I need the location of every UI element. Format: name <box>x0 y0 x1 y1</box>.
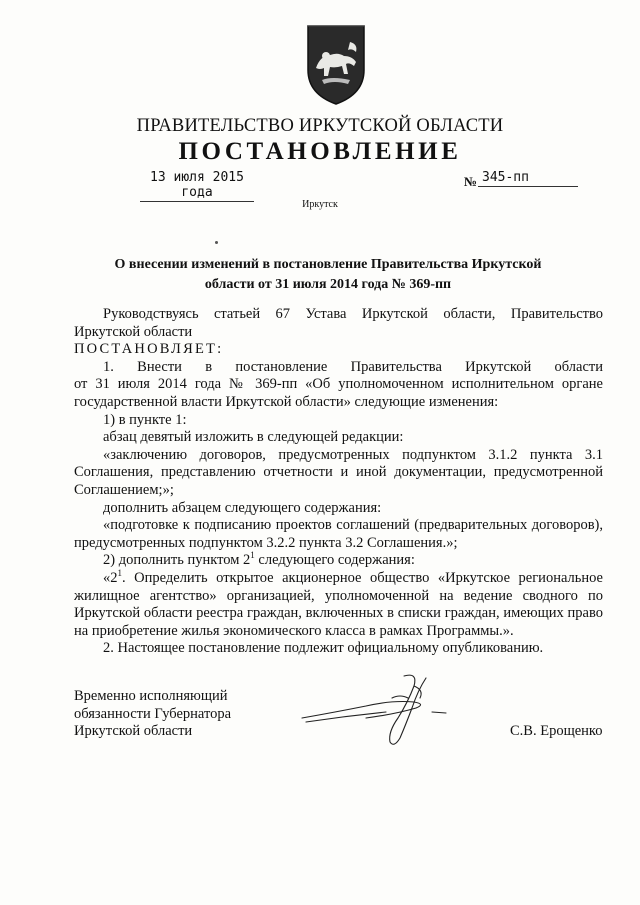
scan-dot <box>215 241 218 244</box>
paragraph-abzac: абзац девятый изложить в следующей редакции: <box>103 429 404 446</box>
quote-2: «подготовке к подписанию проектов соглашений (предварительных договоров), предусмотренных подпунктом 3.2.2 пункта 3.2 Соглашения.»; <box>74 517 603 551</box>
document-number: 345-пп <box>478 170 578 187</box>
paragraph-1-rest: от 31 июля 2014 года № 369-пп «Об уполномоченном исполнительном органе государственной власти Иркутской области» следующие изменения: <box>74 376 603 410</box>
number-label: № <box>464 174 478 189</box>
subject-line: области от 31 июля 2014 года № 369-пп <box>204 277 452 292</box>
quote-3-superscript: 1 <box>117 568 122 579</box>
quote-1: «заключению договоров, предусмотренных подпунктом 3.1.2 пункта 3.1 Соглашения, представлению отчетности и иной документации, предусмотренной Соглашением;»; <box>74 446 603 498</box>
point-2-superscript: 1 <box>250 550 255 561</box>
document-date: 13 июля 2015 года <box>140 170 254 202</box>
intro-line: Руководствуясь статьей 67 Устава Иркутской области, Правительство <box>103 306 603 322</box>
signatory-name: С.В. Ерощенко <box>510 723 603 739</box>
paragraph-1-first-line: 1. Внести в постановление Правительства Иркутской области <box>103 358 603 375</box>
point-2-text-end: следующего содержания: <box>254 552 415 569</box>
quote-3-start: «2 <box>103 569 118 586</box>
point-2-text: 2) дополнить пунктом 2 <box>103 552 251 569</box>
position-line: Иркутской области <box>74 723 193 740</box>
document-type-title: ПОСТАНОВЛЕНИЕ <box>178 138 462 165</box>
paragraph-add: дополнить абзацем следующего содержания: <box>103 499 382 516</box>
handwritten-signature <box>296 668 458 750</box>
signatory-position <box>74 688 231 741</box>
quote-3 <box>74 570 603 640</box>
point-1: 1) в пункте 1: <box>103 411 187 428</box>
position-line: обязанности Губернатора <box>74 705 232 722</box>
position-line: Временно исполняющий <box>74 688 228 704</box>
document-body <box>74 306 603 658</box>
subject-line: О внесении изменений в постановление Правительства Иркутской <box>114 257 542 272</box>
document-city: Иркутск <box>302 199 338 210</box>
decree-word: ПОСТАНОВЛЯЕТ: <box>74 341 224 358</box>
document-subject <box>110 255 546 295</box>
intro-line: Иркутской области <box>74 323 193 340</box>
paragraph-2: 2. Настоящее постановление подлежит официальному опубликованию. <box>103 640 544 657</box>
government-name: ПРАВИТЕЛЬСТВО ИРКУТСКОЙ ОБЛАСТИ <box>136 116 504 136</box>
coat-of-arms-icon <box>302 22 370 106</box>
point-2 <box>74 552 603 570</box>
quote-3-text: . Определить открытое акционерное общество «Иркутское региональное жилищное агентство» организацией, уполномоченной на ведение сводного по Иркутской области реестра граждан, включенных в списки граждан, имеющих право на приобретение жилья экономического класса в рамках Программы.». <box>74 569 603 639</box>
